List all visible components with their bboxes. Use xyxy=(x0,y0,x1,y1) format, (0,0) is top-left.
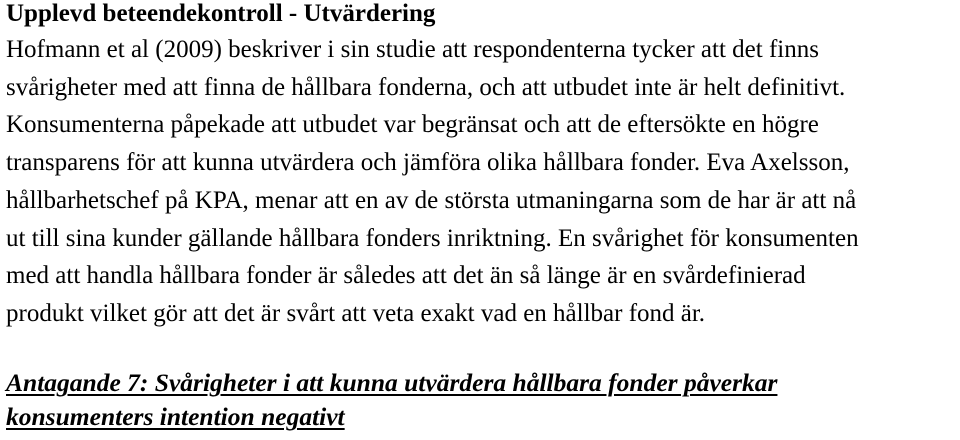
paragraph-line: svårigheter med att finna de hållbara fonderna, och att utbudet inte är helt definitivt. xyxy=(6,73,846,101)
paragraph-line: produkt vilket gör att det är svårt att veta exakt vad en hållbar fond är. xyxy=(6,299,706,327)
paragraph-line: Hofmann et al (2009) beskriver i sin studie att respondenterna tycker att det finns xyxy=(6,36,819,63)
paragraph-line: med att handla hållbara fonder är således att det än så länge är en svårdefinierad xyxy=(6,262,806,290)
paragraph-line: Konsumenterna påpekade att utbudet var begränsat och att de eftersökte en högre xyxy=(6,111,819,139)
paragraph-line: ut till sina kunder gällande hållbara fonders inriktning. En svårighet för konsumenten xyxy=(6,224,859,252)
paragraph-line: hållbarhetschef på KPA, menar att en av de största utmaningarna som de har är att nå xyxy=(6,186,857,214)
hypothesis-statement xyxy=(6,366,777,434)
section-heading: Upplevd beteendekontroll - Utvärdering xyxy=(6,0,436,27)
body-paragraph xyxy=(6,28,956,333)
paragraph-line: transparens för att kunna utvärdera och jämföra olika hållbara fonder. Eva Axelsson, xyxy=(6,149,850,177)
document-page xyxy=(6,0,956,431)
hypothesis-line: konsumenters intention negativt xyxy=(6,402,345,431)
hypothesis-line: Antagande 7: Svårigheter i att kunna utvärdera hållbara fonder påverkar xyxy=(6,368,778,397)
